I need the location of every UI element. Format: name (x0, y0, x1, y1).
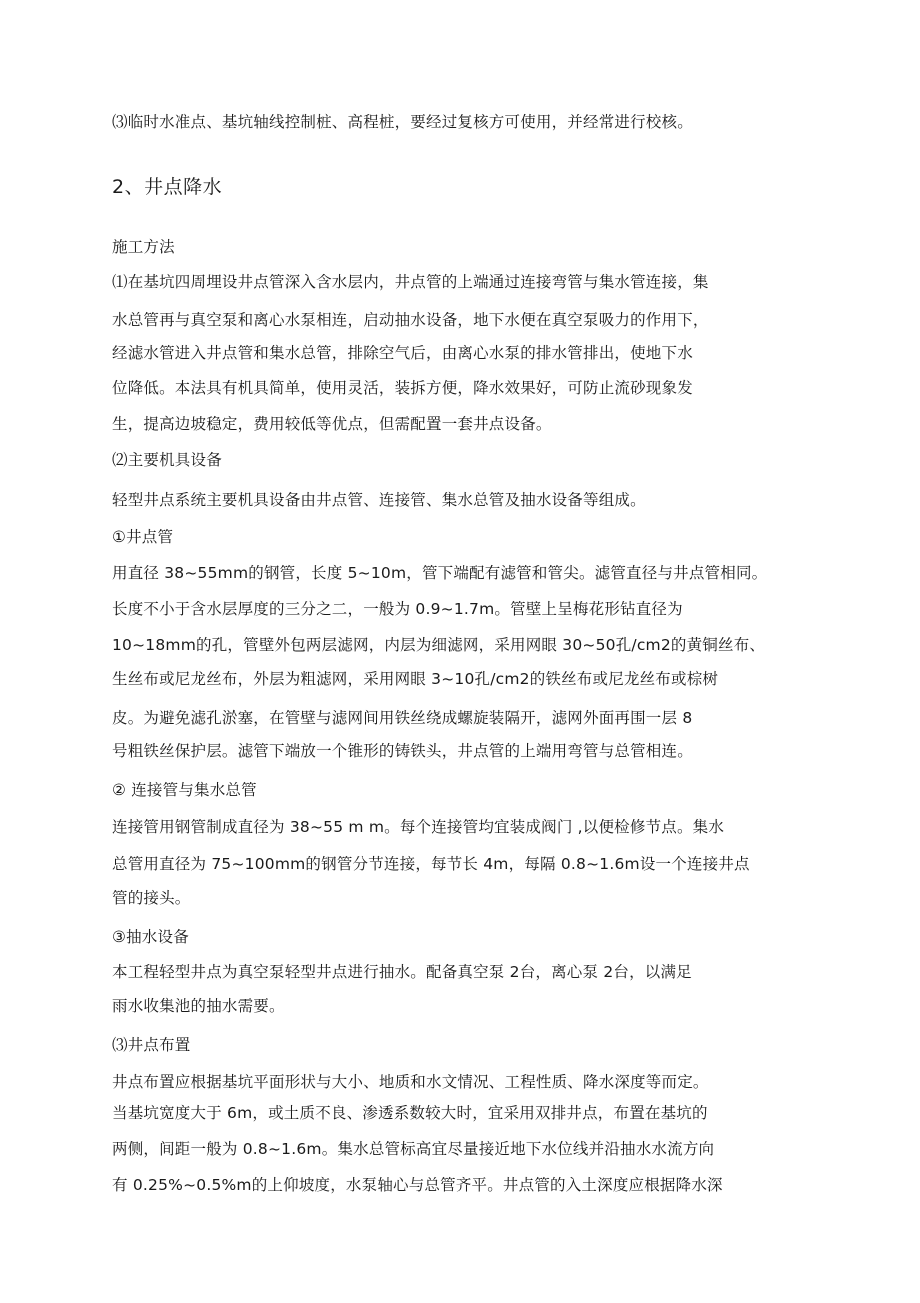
paragraph-line: 轻型井点系统主要机具设备由井点管、连接管、集水总管及抽水设备等组成。 (112, 491, 646, 509)
paragraph-line: 长度不小于含水层厚度的三分之二，一般为 0.9~1.7m。管壁上呈梅花形钻直径为 (112, 600, 683, 618)
paragraph-line: ⑶临时水准点、基坑轴线控制桩、高程桩，要经过复核方可使用，并经常进行校核。 (112, 113, 693, 131)
paragraph-line: 管的接头。 (112, 889, 191, 907)
subheading: ⑶井点布置 (112, 1036, 191, 1054)
paragraph-line: 井点布置应根据基坑平面形状与大小、地质和水文情况、工程性质、降水深度等而定。 (112, 1073, 709, 1091)
paragraph-line: 雨水收集池的抽水需要。 (112, 997, 285, 1015)
paragraph-line: 总管用直径为 75~100mm的钢管分节连接，每节长 4m，每隔 0.8~1.6m设一个连接井点 (112, 855, 750, 873)
paragraph-line: 号粗铁丝保护层。滤管下端放一个锥形的铸铁头，井点管的上端用弯管与总管相连。 (112, 742, 693, 760)
paragraph-line: 有 0.25%~0.5%m的上仰坡度，水泵轴心与总管齐平。井点管的入土深度应根据降水深 (112, 1176, 723, 1194)
paragraph-line: 用直径 38~55mm的钢管，长度 5~10m，管下端配有滤管和管尖。滤管直径与井点管相同。 (112, 564, 768, 582)
paragraph-line: 连接管用钢管制成直径为 38~55 m m。每个连接管均宜装成阀门 ,以便检修节点。集水 (112, 818, 725, 836)
subheading: 施工方法 (112, 238, 175, 256)
subheading: ①井点管 (112, 528, 174, 546)
paragraph-line: 10~18mm的孔，管壁外包两层滤网，内层为细滤网，采用网眼 30~50孔/cm2的黄铜丝布、 (112, 636, 766, 654)
paragraph-line: 生，提高边坡稳定，费用较低等优点，但需配置一套井点设备。 (112, 415, 552, 433)
paragraph-line: 生丝布或尼龙丝布，外层为粗滤网，采用网眼 3~10孔/cm2的铁丝布或尼龙丝布或棕树 (112, 670, 719, 688)
subheading: ⑵主要机具设备 (112, 451, 222, 469)
paragraph-line: 当基坑宽度大于 6m，或土质不良、渗透系数较大时，宜采用双排井点，布置在基坑的 (112, 1104, 708, 1122)
paragraph-line: 水总管再与真空泵和离心水泵相连，启动抽水设备，地下水便在真空泵吸力的作用下， (112, 311, 709, 329)
paragraph-line: 两侧，间距一般为 0.8~1.6m。集水总管标高宜尽量接近地下水位线并沿抽水水流方向 (112, 1140, 715, 1158)
paragraph-line: ⑴在基坑四周埋设井点管深入含水层内，井点管的上端通过连接弯管与集水管连接，集 (112, 273, 709, 291)
section-heading: 2、井点降水 (112, 176, 223, 198)
paragraph-line: 皮。为避免滤孔淤塞，在管壁与滤网间用铁丝绕成螺旋装隔开，滤网外面再围一层 8 (112, 709, 693, 727)
subheading: ③抽水设备 (112, 928, 189, 946)
paragraph-line: 经滤水管进入井点管和集水总管，排除空气后，由离心水泵的排水管排出，使地下水 (112, 344, 693, 362)
paragraph-line: 位降低。本法具有机具简单，使用灵活，装拆方便，降水效果好，可防止流砂现象发 (112, 379, 693, 397)
subheading: ② 连接管与集水总管 (112, 781, 257, 799)
paragraph-line: 本工程轻型井点为真空泵轻型井点进行抽水。配备真空泵 2台，离心泵 2台，以满足 (112, 963, 692, 981)
